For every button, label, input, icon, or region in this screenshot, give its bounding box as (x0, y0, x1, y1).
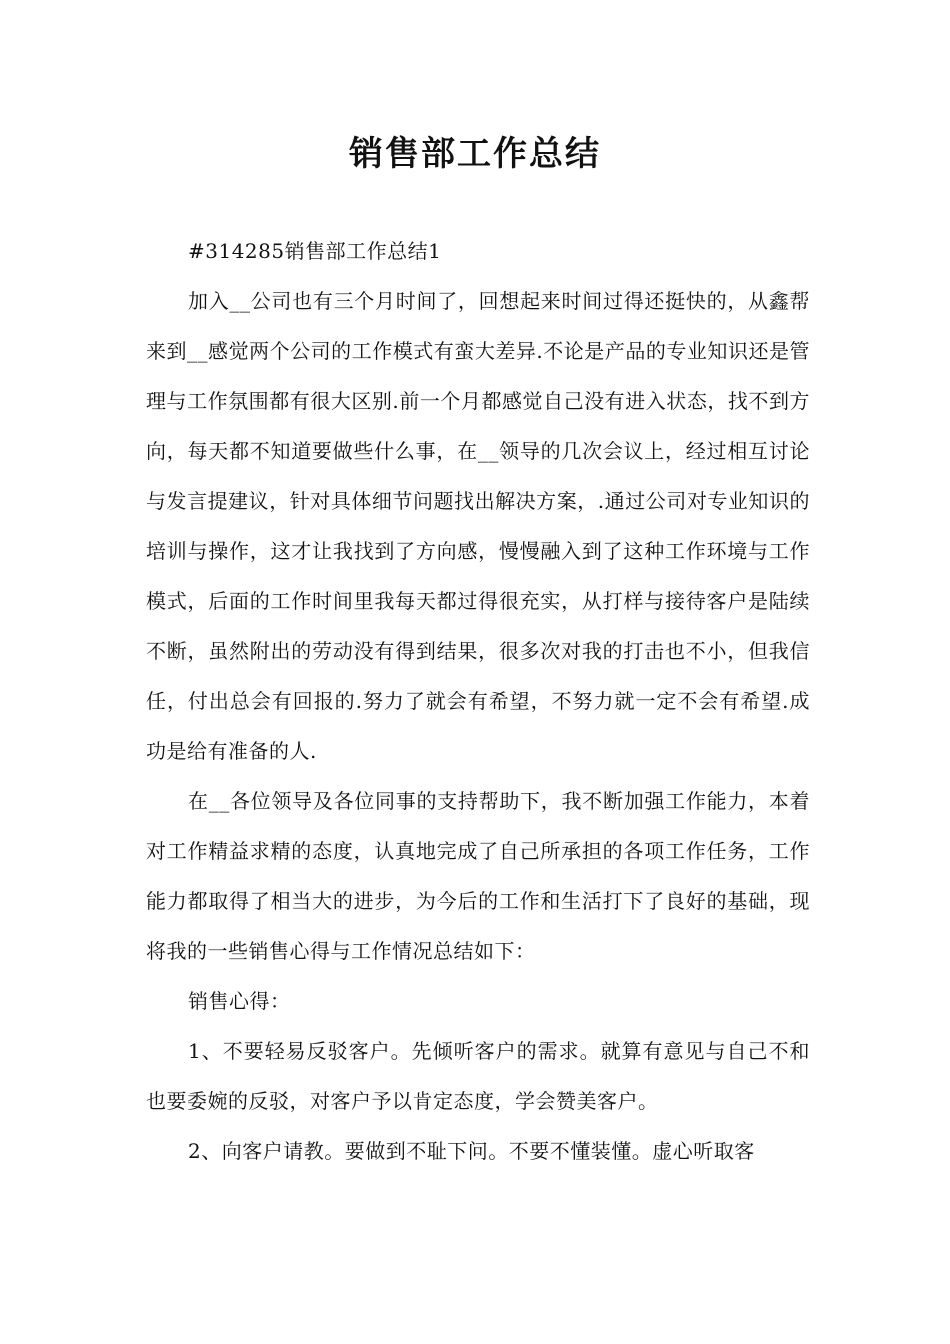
subtitle-paragraph: #314285销售部工作总结1 (188, 239, 442, 263)
list-item: 1、不要轻易反驳客户。先倾听客户的需求。就算有意见与自己不和也要委婉的反驳，对客户予以肯定态度，学会赞美客户。 (146, 1039, 810, 1113)
document-body (146, 226, 810, 1176)
body-paragraph: 在__各位领导及各位同事的支持帮助下，我不断加强工作能力，本着对工作精益求精的态度，认真地完成了自己所承担的各项工作任务，工作能力都取得了相当大的进步，为今后的工作和生活打下了良好的基础，现将我的一些销售心得与工作情况总结如下： (146, 789, 810, 963)
section-heading: 销售心得： (188, 989, 291, 1013)
body-paragraph: 加入__公司也有三个月时间了，回想起来时间过得还挺快的，从鑫帮来到__感觉两个公司的工作模式有蛮大差异.不论是产品的专业知识还是管理与工作氛围都有很大区别.前一个月都感觉自己没有进入状态，找不到方向，每天都不知道要做些什么事，在__领导的几次会议上，经过相互讨论与发言提建议，针对具体细节问题找出解决方案，.通过公司对专业知识的培训与操作，这才让我找到了方向感，慢慢融入到了这种工作环境与工作模式，后面的工作时间里我每天都过得很充实，从打样与接待客户是陆续不断，虽然附出的劳动没有得到结果，很多次对我的打击也不小，但我信任，付出总会有回报的.努力了就会有希望，不努力就一定不会有希望.成功是给有准备的人. (146, 289, 810, 763)
document-title: 销售部工作总结 (349, 134, 601, 174)
list-item: 2、向客户请教。要做到不耻下问。不要不懂装懂。虚心听取客 (188, 1139, 755, 1163)
